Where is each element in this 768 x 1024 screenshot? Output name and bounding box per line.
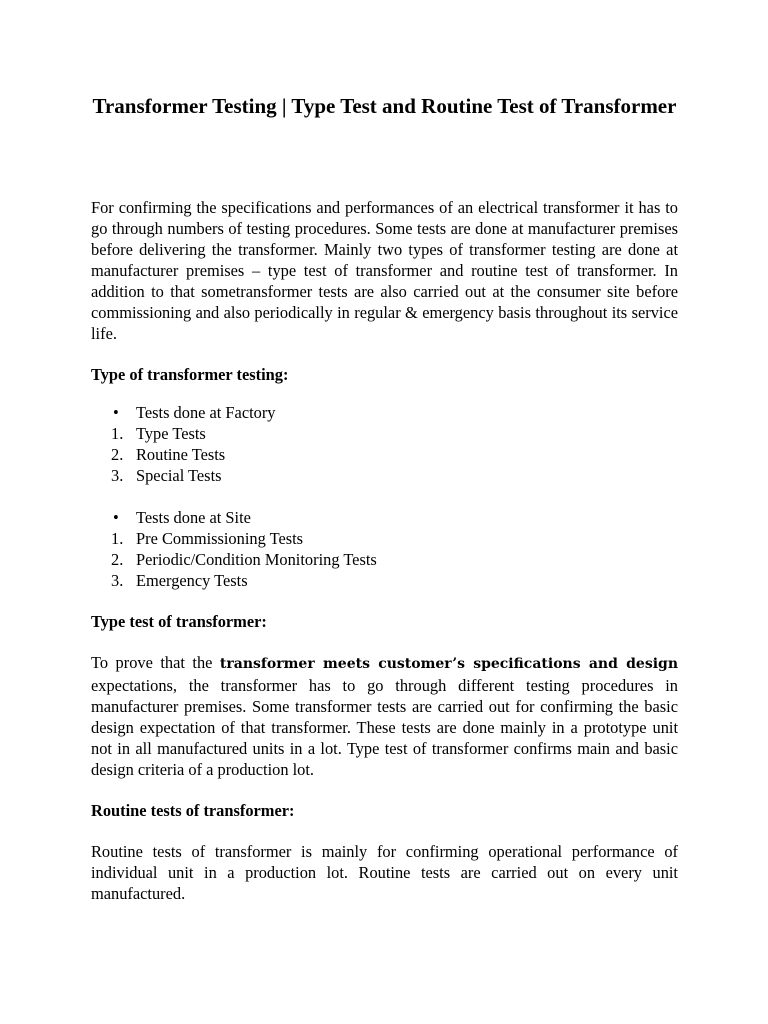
bullet-icon: • bbox=[113, 508, 119, 527]
intro-paragraph: For confirming the specifications and performances of an electrical transformer it has to go through numbers of testing procedures. Some tests are done at manufacturer premises before delivering the transformer. Mainly two types of transformer testing are done at manufacturer premises – type test of transformer and routine test of transformer. In addition to that sometransformer tests are also carried out at the consumer site before commissioning and also periodically in regular & emergency basis throughout its service life. bbox=[91, 198, 678, 343]
list-item-text: Periodic/Condition Monitoring Tests bbox=[136, 550, 377, 569]
list-number: 2. bbox=[111, 445, 124, 464]
list-item bbox=[91, 528, 678, 549]
list-number: 1. bbox=[111, 529, 124, 548]
list-item bbox=[91, 549, 678, 570]
site-tests-list bbox=[91, 507, 678, 591]
type-test-intro: To prove that the bbox=[91, 653, 220, 672]
list-number: 3. bbox=[111, 571, 124, 590]
type-test-paragraph bbox=[91, 652, 678, 780]
routine-paragraph: Routine tests of transformer is mainly for confirming operational performance of individual unit in a production lot. Routine tests are carried out on every unit manufactured. bbox=[91, 842, 678, 903]
type-test-bold: transformer meets customer’s specifications and design bbox=[219, 656, 678, 672]
list-item bbox=[91, 444, 678, 465]
document-title: Transformer Testing | Type Test and Routine Test of Transformer bbox=[92, 94, 677, 118]
list-item bbox=[91, 507, 678, 528]
list-item-text: Special Tests bbox=[136, 466, 222, 485]
types-heading: Type of transformer testing: bbox=[91, 365, 289, 384]
bullet-icon: • bbox=[113, 403, 119, 422]
document-page bbox=[91, 92, 678, 904]
list-header: Tests done at Factory bbox=[136, 403, 276, 422]
type-test-heading: Type test of transformer: bbox=[91, 612, 267, 631]
list-header: Tests done at Site bbox=[136, 508, 251, 527]
list-item bbox=[91, 402, 678, 423]
list-item-text: Routine Tests bbox=[136, 445, 226, 464]
list-item-text: Pre Commissioning Tests bbox=[136, 529, 304, 548]
list-item bbox=[91, 570, 678, 591]
list-number: 2. bbox=[111, 550, 124, 569]
list-number: 1. bbox=[111, 424, 124, 443]
list-number: 3. bbox=[111, 466, 124, 485]
type-test-rest: expectations, the transformer has to go through different testing procedures in manufacturer premises. Some transformer tests are carried out for confirming the basic design expectation of that transformer. These tests are done mainly in a prototype unit not in all manufactured units in a lot. Type test of transformer confirms main and basic design criteria of a production lot. bbox=[91, 676, 678, 779]
factory-tests-list bbox=[91, 402, 678, 486]
list-item bbox=[91, 423, 678, 444]
list-item bbox=[91, 465, 678, 486]
list-item-text: Type Tests bbox=[136, 424, 206, 443]
list-item-text: Emergency Tests bbox=[136, 571, 248, 590]
routine-heading: Routine tests of transformer: bbox=[91, 801, 295, 820]
